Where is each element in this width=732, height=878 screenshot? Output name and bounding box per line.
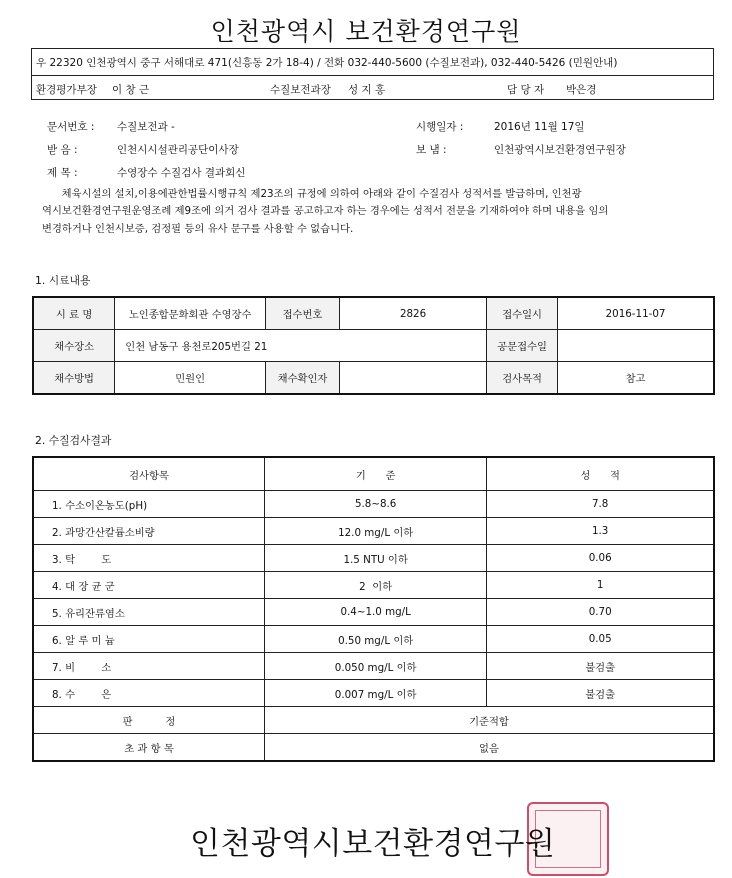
staff-name-2: 성 지 홍 — [348, 84, 386, 96]
confirmer-value — [339, 362, 486, 395]
subject-value: 수영장수 수질검사 결과회신 — [117, 167, 246, 179]
judgement-value: 기준적합 — [264, 707, 714, 734]
method-label: 채수방법 — [33, 362, 115, 395]
sender-label: 보 냄 : — [416, 144, 447, 156]
result-value: 불검출 — [487, 653, 714, 680]
result-item: 4. 대 장 균 군 — [33, 572, 264, 599]
result-standard: 2 이하 — [264, 572, 486, 599]
table-row — [33, 626, 714, 653]
address-line: 우 22320 인천광역시 중구 서해대로 471(신흥동 2가 18-4) / 전화 032-440-5600 (수질보전과), 032-440-5426 (민원안내) — [36, 57, 618, 69]
staff-role-3: 담 당 자 — [507, 84, 545, 96]
column-header-standard: 기 준 — [264, 457, 486, 491]
result-standard: 0.050 mg/L 이하 — [264, 653, 486, 680]
section-heading-results: 2. 수질검사결과 — [35, 434, 112, 447]
doc-no-label: 문서번호 : — [47, 121, 95, 133]
staff-name-3: 박은경 — [566, 84, 597, 96]
result-value: 0.05 — [487, 626, 714, 653]
table-row — [33, 362, 714, 395]
judgement-label: 판 정 — [33, 707, 264, 734]
section-heading-sample: 1. 시료내용 — [35, 274, 91, 287]
staff-role-2: 수질보전과장 — [270, 84, 331, 96]
result-value: 0.70 — [487, 599, 714, 626]
result-item: 3. 탁 도 — [33, 545, 264, 572]
confirmer-label: 채수확인자 — [266, 362, 340, 395]
date-value: 2016년 11월 17일 — [494, 121, 585, 133]
result-standard: 1.5 NTU 이하 — [264, 545, 486, 572]
receipt-date-value: 2016-11-07 — [558, 297, 714, 330]
method-value: 민원인 — [115, 362, 266, 395]
result-item: 2. 과망간산칼륨소비량 — [33, 518, 264, 545]
contact-divider — [31, 75, 714, 76]
table-row — [33, 680, 714, 707]
date-label: 시행일자 : — [416, 121, 464, 133]
receipt-date-label: 접수일시 — [487, 297, 558, 330]
recipient-label: 받 음 : — [47, 144, 78, 156]
result-standard: 0.007 mg/L 이하 — [264, 680, 486, 707]
notice-line: 역시보건환경연구원운영조례 제9조에 의거 검사 결과를 공고하고자 하는 경우에는 성적서 전문을 기재하여야 하며 내용을 임의 — [42, 205, 609, 218]
sender-value: 인천광역시보건환경연구원장 — [494, 144, 626, 156]
staff-name-1: 이 창 근 — [112, 84, 150, 96]
result-standard: 5.8~8.6 — [264, 491, 486, 518]
official-receipt-label: 공문접수일 — [487, 330, 558, 362]
table-row — [33, 572, 714, 599]
column-header-item: 검사항목 — [33, 457, 264, 491]
sample-name-value: 노인종합문화회관 수영장수 — [115, 297, 266, 330]
table-header-row — [33, 457, 714, 491]
purpose-value: 참고 — [558, 362, 714, 395]
table-row — [33, 599, 714, 626]
notice-paragraph — [42, 186, 718, 238]
purpose-label: 검사목적 — [487, 362, 558, 395]
result-item: 6. 알 루 미 늄 — [33, 626, 264, 653]
table-row — [33, 707, 714, 734]
result-item: 1. 수소이온농도(pH) — [33, 491, 264, 518]
recipient-value: 인천시시설관리공단이사장 — [117, 144, 239, 156]
table-row — [33, 653, 714, 680]
exceed-value: 없음 — [264, 734, 714, 762]
exceed-label: 초 과 항 목 — [33, 734, 264, 762]
receipt-no-value: 2826 — [339, 297, 486, 330]
sample-info-table — [32, 296, 715, 395]
notice-line: 변경하거나 인천시보증, 검정필 등의 유사 문구를 사용할 수 없습니다. — [42, 222, 354, 235]
column-header-result: 성 적 — [487, 457, 714, 491]
notice-line: 체육시설의 설치,이용에관한법률시행규칙 제23조의 규정에 의하여 아래와 같이 수질검사 성적서를 발급하며, 인천광 — [42, 188, 582, 200]
table-row — [33, 518, 714, 545]
sample-name-label: 시 료 명 — [33, 297, 115, 330]
result-value: 1 — [487, 572, 714, 599]
doc-no-value: 수질보전과 - — [117, 121, 175, 133]
result-item: 7. 비 소 — [33, 653, 264, 680]
staff-role-1: 환경평가부장 — [36, 84, 97, 96]
result-standard: 0.4~1.0 mg/L — [264, 599, 486, 626]
document-title: 인천광역시 보건환경연구원 — [210, 17, 522, 46]
location-value: 인천 남동구 용천로205번길 21 — [115, 330, 487, 362]
result-item: 8. 수 은 — [33, 680, 264, 707]
result-value: 7.8 — [487, 491, 714, 518]
official-receipt-value — [558, 330, 714, 362]
result-value: 0.06 — [487, 545, 714, 572]
result-standard: 12.0 mg/L 이하 — [264, 518, 486, 545]
table-row — [33, 491, 714, 518]
table-row — [33, 330, 714, 362]
table-row — [33, 297, 714, 330]
location-label: 채수장소 — [33, 330, 115, 362]
receipt-no-label: 접수번호 — [266, 297, 340, 330]
result-standard: 0.50 mg/L 이하 — [264, 626, 486, 653]
table-row — [33, 734, 714, 762]
result-value: 1.3 — [487, 518, 714, 545]
table-row — [33, 545, 714, 572]
result-value: 불검출 — [487, 680, 714, 707]
footer-org-name: 인천광역시보건환경연구원 — [190, 826, 556, 862]
result-item: 5. 유리잔류염소 — [33, 599, 264, 626]
subject-label: 제 목 : — [47, 167, 78, 179]
results-table — [32, 456, 715, 762]
